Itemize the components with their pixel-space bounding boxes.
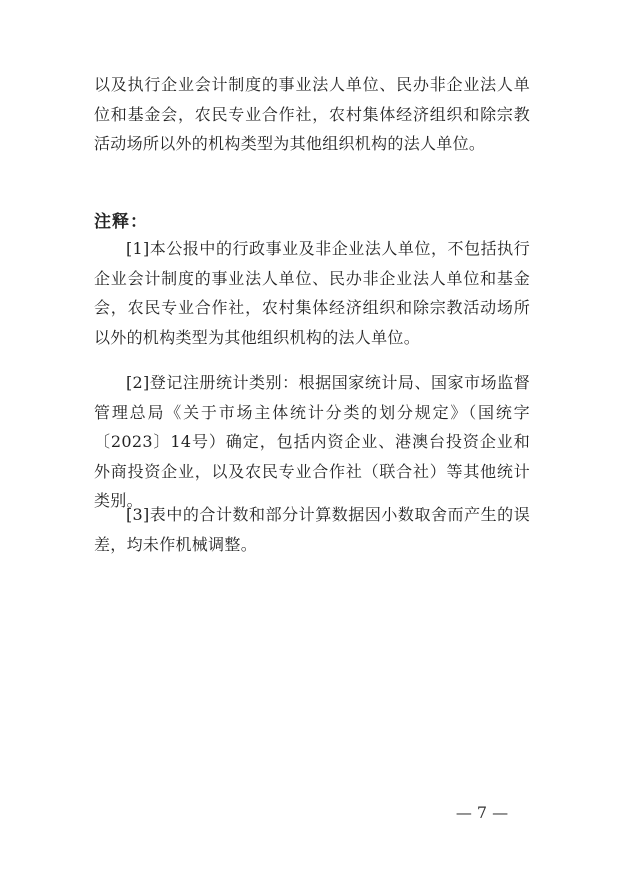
intro-paragraph: 以及执行企业会计制度的事业法人单位、民办非企业法人单位和基金会，农民专业合作社，农村集体经济组织和除宗教活动场所以外的机构类型为其他组织机构的法人单位。 <box>94 75 530 153</box>
note-2: [2]登记注册统计类别：根据国家统计局、国家市场监督管理总局《关于市场主体统计分类的划分规定》（国统字〔2023〕14号）确定，包括内资企业、港澳台投资企业和外商投资企业，以及农民专业合作社（联合社）等其他统计类别。 <box>94 373 530 510</box>
page-number: — 7 — <box>455 803 509 822</box>
notes-heading: 注释： <box>94 212 148 232</box>
note-1: [1]本公报中的行政事业及非企业法人单位，不包括执行企业会计制度的事业法人单位、民办非企业法人单位和基金会，农民专业合作社，农村集体经济组织和除宗教活动场所以外的机构类型为其他组织机构的法人单位。 <box>94 239 530 347</box>
note-3: [3]表中的合计数和部分计算数据因小数取舍而产生的误差，均未作机械调整。 <box>94 505 530 554</box>
